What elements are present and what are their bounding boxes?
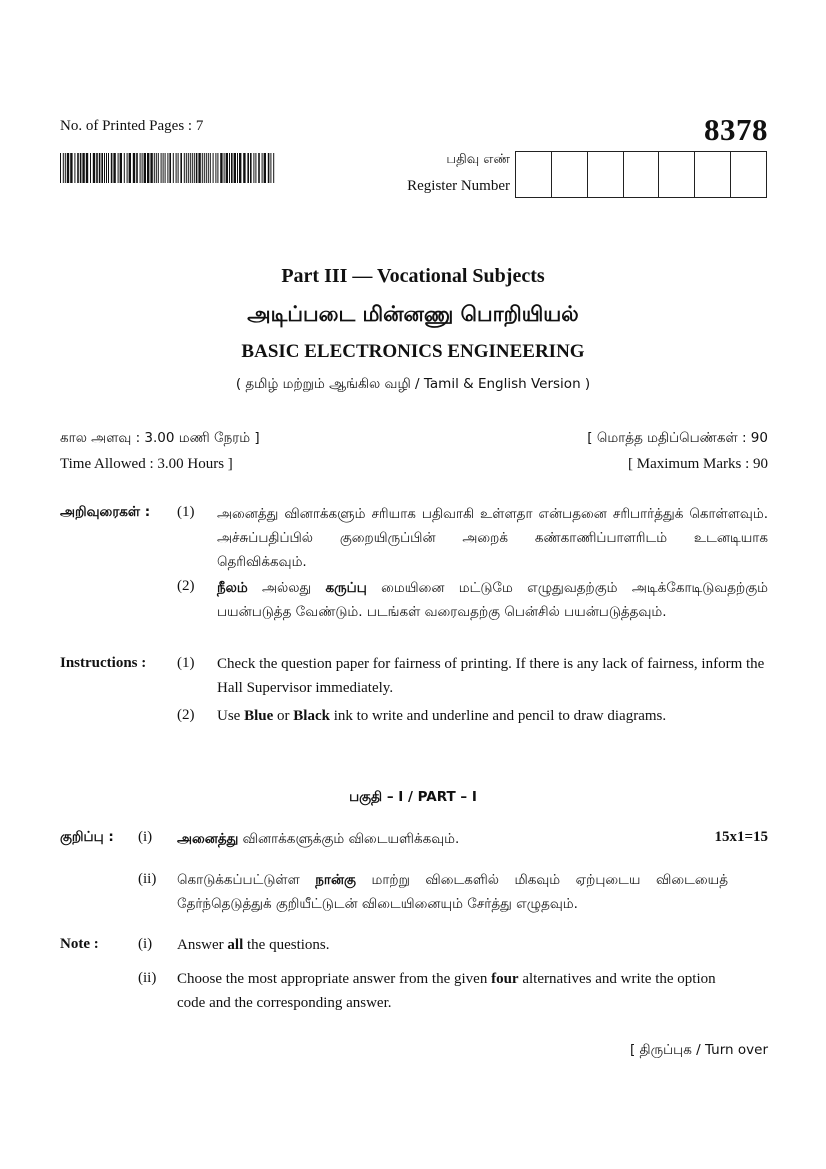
blue-ink-word: Blue xyxy=(244,708,274,724)
barcode-bar xyxy=(213,153,214,183)
barcode-bar xyxy=(111,153,113,183)
text-segment: கொடுக்கப்பட்டுள்ள xyxy=(177,872,316,888)
barcode-bar xyxy=(65,153,66,183)
barcode-bar xyxy=(70,153,72,183)
barcode-bar xyxy=(101,153,103,183)
barcode-bar xyxy=(268,153,270,183)
bold-word: அனைத்து xyxy=(177,831,239,847)
text-segment: Use xyxy=(217,708,245,724)
barcode-bar xyxy=(104,153,105,183)
barcode-bar xyxy=(147,153,149,183)
barcode-bar xyxy=(142,153,143,183)
barcode-bar xyxy=(129,153,131,183)
barcode-bar xyxy=(144,153,146,183)
note-english-label: Note : xyxy=(60,936,99,952)
barcode-bar xyxy=(204,153,205,183)
barcode-bar xyxy=(229,153,230,183)
note-english-2 xyxy=(177,967,728,1015)
barcode-bar xyxy=(63,153,64,183)
text-segment: வினாக்களுக்கும் விடையளிக்கவும். xyxy=(238,831,460,847)
barcode-bar xyxy=(86,153,88,183)
barcode-bar xyxy=(161,153,162,183)
text-segment: ink to write and underline and pencil to draw diagrams. xyxy=(329,708,667,724)
barcode-bar xyxy=(150,153,152,183)
barcode-bar xyxy=(253,153,254,183)
barcode-bar xyxy=(136,153,138,183)
barcode-bar xyxy=(186,153,187,183)
note-number: (i) xyxy=(138,936,153,952)
barcode-bar xyxy=(192,153,193,183)
barcode-bar xyxy=(215,153,216,183)
barcode-bar xyxy=(264,153,266,183)
barcode-bar xyxy=(262,153,263,183)
marks-scheme: 15x1=15 xyxy=(714,829,768,845)
barcode-bar xyxy=(118,153,119,183)
note-number: (i) xyxy=(138,829,153,845)
barcode-bar xyxy=(198,153,200,183)
barcode-bar xyxy=(255,153,256,183)
barcode-bar xyxy=(196,153,198,183)
register-label-english: Register Number xyxy=(407,178,510,194)
barcode-bar xyxy=(188,153,189,183)
text-segment: மாற்று விடைகளில் மிகவும் ஏற்புடைய விடையைத் தேர்ந்தெடுத்துக் குறியீட்டுடன் விடையினையும் சேர்த்து எழுதவும். xyxy=(177,872,728,912)
barcode-bar xyxy=(180,153,182,183)
barcode-bar xyxy=(208,153,209,183)
barcode-bar xyxy=(113,153,115,183)
barcode-bar xyxy=(96,153,98,183)
subject-title-english: BASIC ELECTRONICS ENGINEERING xyxy=(241,341,585,362)
text-segment: alternatives and write the option code and the corresponding answer. xyxy=(177,971,716,1011)
text-segment: மையினை மட்டுமே எழுதுவதற்கும் அடிக்கோடிடுவதற்கும் பயன்படுத்த வேண்டும். படங்கள் வரைவதற்கு பென்சில் பயன்படுத்தவும். xyxy=(217,580,768,620)
instructions-english-label: Instructions : xyxy=(60,655,147,671)
barcode-bar xyxy=(247,153,249,183)
barcode-bar xyxy=(250,153,252,183)
barcode-bar xyxy=(217,153,218,183)
barcode-bar xyxy=(220,153,222,183)
barcode-bar xyxy=(158,153,159,183)
register-label-tamil: பதிவு எண் xyxy=(446,152,510,167)
barcode-bar xyxy=(258,153,260,183)
instruction-tamil-1: அனைத்து வினாக்களும் சரியாக பதிவாகி உள்ளதா என்பதனை சரிபார்த்துக் கொள்ளவும். அச்சுப்பதிப்பில் குறையிருப்பின் அறைக் கண்காணிப்பாளரிடம் உடனடியாக தெரிவிக்கவும். xyxy=(217,506,768,570)
barcode-bar xyxy=(80,153,82,183)
barcode-bar xyxy=(140,153,141,183)
barcode-bar xyxy=(124,153,125,183)
part-one-heading: பகுதி – I / PART – I xyxy=(349,789,477,805)
medium-version: ( தமிழ் மற்றும் ஆங்கில வழி / Tamil & English Version ) xyxy=(235,376,591,392)
instruction-tamil-2 xyxy=(217,576,768,624)
instruction-number: (2) xyxy=(177,707,195,723)
barcode-bar xyxy=(226,153,228,183)
barcode-bar xyxy=(169,153,171,183)
barcode-bar xyxy=(270,153,271,183)
text-segment: அல்லது xyxy=(247,580,326,596)
black-ink-word: Black xyxy=(293,708,330,724)
time-allowed-english: Time Allowed : 3.00 Hours ] xyxy=(60,456,233,472)
barcode-bar xyxy=(163,153,164,183)
text-segment: or xyxy=(273,708,294,724)
barcode-bar xyxy=(74,153,75,183)
barcode-bar xyxy=(239,153,241,183)
barcode-bar xyxy=(120,153,122,183)
barcode-bar xyxy=(133,153,135,183)
text-segment: the questions. xyxy=(243,937,330,953)
barcode-bar xyxy=(234,153,236,183)
instruction-english-2 xyxy=(217,704,768,728)
register-digit-box[interactable] xyxy=(516,152,552,197)
barcode-bar xyxy=(165,153,166,183)
barcode-bar xyxy=(243,153,245,183)
part-title: Part III — Vocational Subjects xyxy=(281,265,545,287)
note-tamil-1 xyxy=(177,827,728,851)
instruction-number: (1) xyxy=(177,504,195,520)
barcode-bar xyxy=(90,153,91,183)
barcode-bar xyxy=(127,153,128,183)
printed-pages-count: No. of Printed Pages : 7 xyxy=(60,118,204,134)
note-english-1 xyxy=(177,933,728,957)
barcode-bar xyxy=(106,153,107,183)
max-marks-english: [ Maximum Marks : 90 xyxy=(628,456,768,472)
note-number: (ii) xyxy=(138,970,157,986)
subject-title-tamil: அடிப்படை மின்னணு பொறியியல் xyxy=(247,302,579,326)
instruction-number: (1) xyxy=(177,655,195,671)
register-digit-box[interactable] xyxy=(659,152,695,197)
blue-ink-word: நீலம் xyxy=(217,580,248,596)
barcode-bar xyxy=(167,153,168,183)
bold-word: four xyxy=(491,971,519,987)
instruction-english-1: Check the question paper for fairness of printing. If there is any lack of fairness, inform the Hall Supervisor immediately. xyxy=(217,656,765,696)
barcode-bar xyxy=(190,153,191,183)
barcode-bar xyxy=(194,153,195,183)
black-ink-word: கருப்பு xyxy=(325,580,367,596)
barcode-bar xyxy=(173,153,174,183)
note-number: (ii) xyxy=(138,871,157,887)
text-segment: Choose the most appropriate answer from the given xyxy=(177,971,492,987)
barcode-bar xyxy=(93,153,95,183)
barcode-bar xyxy=(154,153,155,183)
barcode-bar xyxy=(210,153,211,183)
barcode-bar xyxy=(77,153,79,183)
paper-code: 8378 xyxy=(704,112,768,147)
register-digit-box[interactable] xyxy=(588,152,624,197)
text-segment: Answer xyxy=(177,937,228,953)
barcode-bar xyxy=(67,153,69,183)
register-digit-box[interactable] xyxy=(552,152,588,197)
barcode-bar xyxy=(231,153,233,183)
barcode-bar xyxy=(60,153,61,183)
turn-over-note: [ திருப்புக / Turn over xyxy=(629,1042,768,1058)
barcode-bar xyxy=(202,153,203,183)
note-tamil-2 xyxy=(177,868,728,916)
barcode-bar xyxy=(237,153,238,183)
note-tamil-label: குறிப்பு : xyxy=(60,829,114,845)
max-marks-tamil: [ மொத்த மதிப்பெண்கள் : 90 xyxy=(587,430,768,446)
barcode-bar xyxy=(156,153,157,183)
register-digit-box[interactable] xyxy=(624,152,660,197)
barcode-bar xyxy=(273,153,274,183)
register-number-boxes xyxy=(515,151,767,198)
register-digit-box[interactable] xyxy=(695,152,731,197)
time-allowed-tamil: கால அளவு : 3.00 மணி நேரம் ] xyxy=(60,430,260,446)
barcode-bar xyxy=(178,153,179,183)
bold-word: all xyxy=(227,937,244,953)
barcode-bar xyxy=(176,153,177,183)
barcode-bar xyxy=(224,153,225,183)
barcode-bar xyxy=(108,153,109,183)
instruction-number: (2) xyxy=(177,578,195,594)
barcode-bar xyxy=(82,153,84,183)
register-digit-box[interactable] xyxy=(731,152,766,197)
instructions-tamil-label: அறிவுரைகள் : xyxy=(60,504,151,520)
barcode-bar xyxy=(184,153,185,183)
barcode-bar xyxy=(206,153,207,183)
barcode-bar xyxy=(99,153,101,183)
barcode-image xyxy=(60,153,276,183)
bold-word: நான்கு xyxy=(315,872,356,888)
